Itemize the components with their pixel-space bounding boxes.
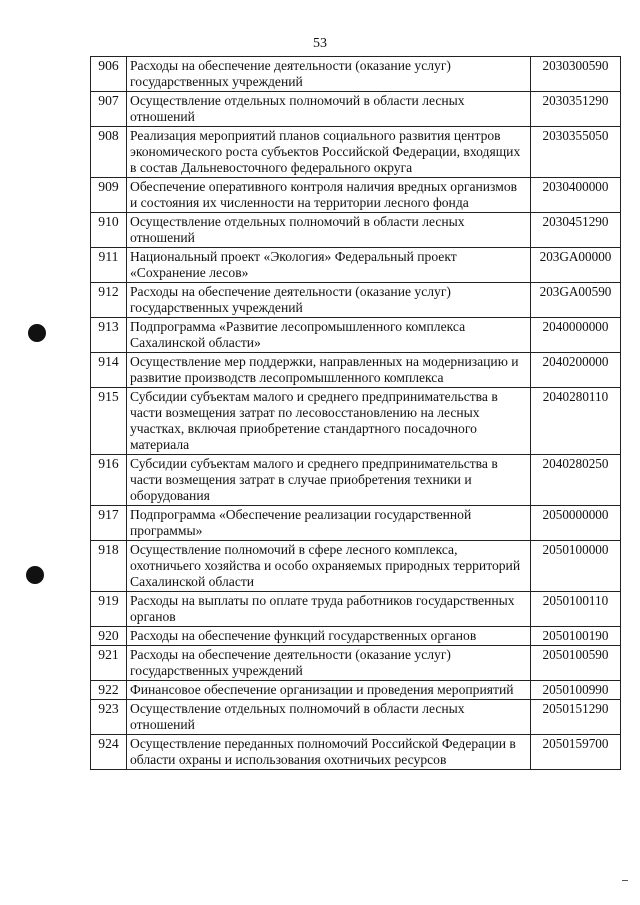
row-code: 2050100110	[531, 592, 621, 627]
punch-hole-mark	[28, 324, 46, 342]
row-number: 910	[91, 213, 127, 248]
table-row	[91, 735, 621, 770]
table-row	[91, 681, 621, 700]
table-row	[91, 57, 621, 92]
scan-mark	[622, 880, 628, 881]
row-code: 2050100000	[531, 541, 621, 592]
row-code: 2050000000	[531, 506, 621, 541]
row-code: 203GA00590	[531, 283, 621, 318]
row-number: 915	[91, 388, 127, 455]
row-number: 911	[91, 248, 127, 283]
row-name: Расходы на обеспечение деятельности (оказание услуг) государственных учреждений	[127, 646, 531, 681]
row-name: Финансовое обеспечение организации и проведения мероприятий	[127, 681, 531, 700]
table-row	[91, 700, 621, 735]
row-name: Расходы на выплаты по оплате труда работников государственных органов	[127, 592, 531, 627]
row-code: 2030355050	[531, 127, 621, 178]
row-code: 2050159700	[531, 735, 621, 770]
row-number: 906	[91, 57, 127, 92]
table-row	[91, 592, 621, 627]
row-number: 922	[91, 681, 127, 700]
row-name: Осуществление отдельных полномочий в области лесных отношений	[127, 92, 531, 127]
row-number: 924	[91, 735, 127, 770]
row-number: 918	[91, 541, 127, 592]
row-number: 912	[91, 283, 127, 318]
punch-hole-mark	[26, 566, 44, 584]
budget-codes-table	[90, 56, 621, 770]
row-name: Расходы на обеспечение функций государственных органов	[127, 627, 531, 646]
row-name: Подпрограмма «Обеспечение реализации государственной программы»	[127, 506, 531, 541]
row-number: 923	[91, 700, 127, 735]
table-row	[91, 388, 621, 455]
table-row	[91, 646, 621, 681]
table-row	[91, 627, 621, 646]
table-row	[91, 283, 621, 318]
row-name: Расходы на обеспечение деятельности (оказание услуг) государственных учреждений	[127, 57, 531, 92]
row-code: 2030351290	[531, 92, 621, 127]
row-name: Реализация мероприятий планов социального развития центров экономического роста субъектов Российской Федерации, входящих в состав Дальневосточного федерального округа	[127, 127, 531, 178]
row-code: 2040280250	[531, 455, 621, 506]
row-number: 914	[91, 353, 127, 388]
row-number: 908	[91, 127, 127, 178]
row-code: 203GA00000	[531, 248, 621, 283]
row-number: 920	[91, 627, 127, 646]
table-row	[91, 541, 621, 592]
row-number: 916	[91, 455, 127, 506]
page-number: 53	[313, 36, 327, 51]
row-code: 2050151290	[531, 700, 621, 735]
row-name: Осуществление отдельных полномочий в области лесных отношений	[127, 213, 531, 248]
row-code: 2040000000	[531, 318, 621, 353]
row-name: Субсидии субъектам малого и среднего предпринимательства в части возмещения затрат по лесовосстановлению на лесных участках, включая приобретение стандартного посадочного материала	[127, 388, 531, 455]
row-name: Осуществление полномочий в сфере лесного комплекса, охотничьего хозяйства и особо охраняемых природных территорий Сахалинской области	[127, 541, 531, 592]
row-number: 917	[91, 506, 127, 541]
row-code: 2040280110	[531, 388, 621, 455]
table-row	[91, 318, 621, 353]
row-name: Национальный проект «Экология» Федеральный проект «Сохранение лесов»	[127, 248, 531, 283]
row-number: 919	[91, 592, 127, 627]
table-row	[91, 506, 621, 541]
row-code: 2040200000	[531, 353, 621, 388]
row-name: Обеспечение оперативного контроля наличия вредных организмов и состояния их численности на территории лесного фонда	[127, 178, 531, 213]
table-row	[91, 178, 621, 213]
row-name: Расходы на обеспечение деятельности (оказание услуг) государственных учреждений	[127, 283, 531, 318]
row-code: 2030400000	[531, 178, 621, 213]
table-row	[91, 213, 621, 248]
table-row	[91, 353, 621, 388]
table-row	[91, 127, 621, 178]
table-body	[91, 57, 621, 770]
row-number: 913	[91, 318, 127, 353]
row-code: 2030451290	[531, 213, 621, 248]
table-row	[91, 455, 621, 506]
row-name: Осуществление мер поддержки, направленных на модернизацию и развитие производств лесопромышленного комплекса	[127, 353, 531, 388]
row-name: Субсидии субъектам малого и среднего предпринимательства в части возмещения затрат в случае приобретения техники и оборудования	[127, 455, 531, 506]
table-row	[91, 248, 621, 283]
row-name: Осуществление переданных полномочий Российской Федерации в области охраны и использования охотничьих ресурсов	[127, 735, 531, 770]
row-number: 909	[91, 178, 127, 213]
row-code: 2050100590	[531, 646, 621, 681]
row-number: 921	[91, 646, 127, 681]
table-row	[91, 92, 621, 127]
row-name: Осуществление отдельных полномочий в области лесных отношений	[127, 700, 531, 735]
row-number: 907	[91, 92, 127, 127]
row-code: 2050100990	[531, 681, 621, 700]
row-name: Подпрограмма «Развитие лесопромышленного комплекса Сахалинской области»	[127, 318, 531, 353]
row-code: 2030300590	[531, 57, 621, 92]
row-code: 2050100190	[531, 627, 621, 646]
